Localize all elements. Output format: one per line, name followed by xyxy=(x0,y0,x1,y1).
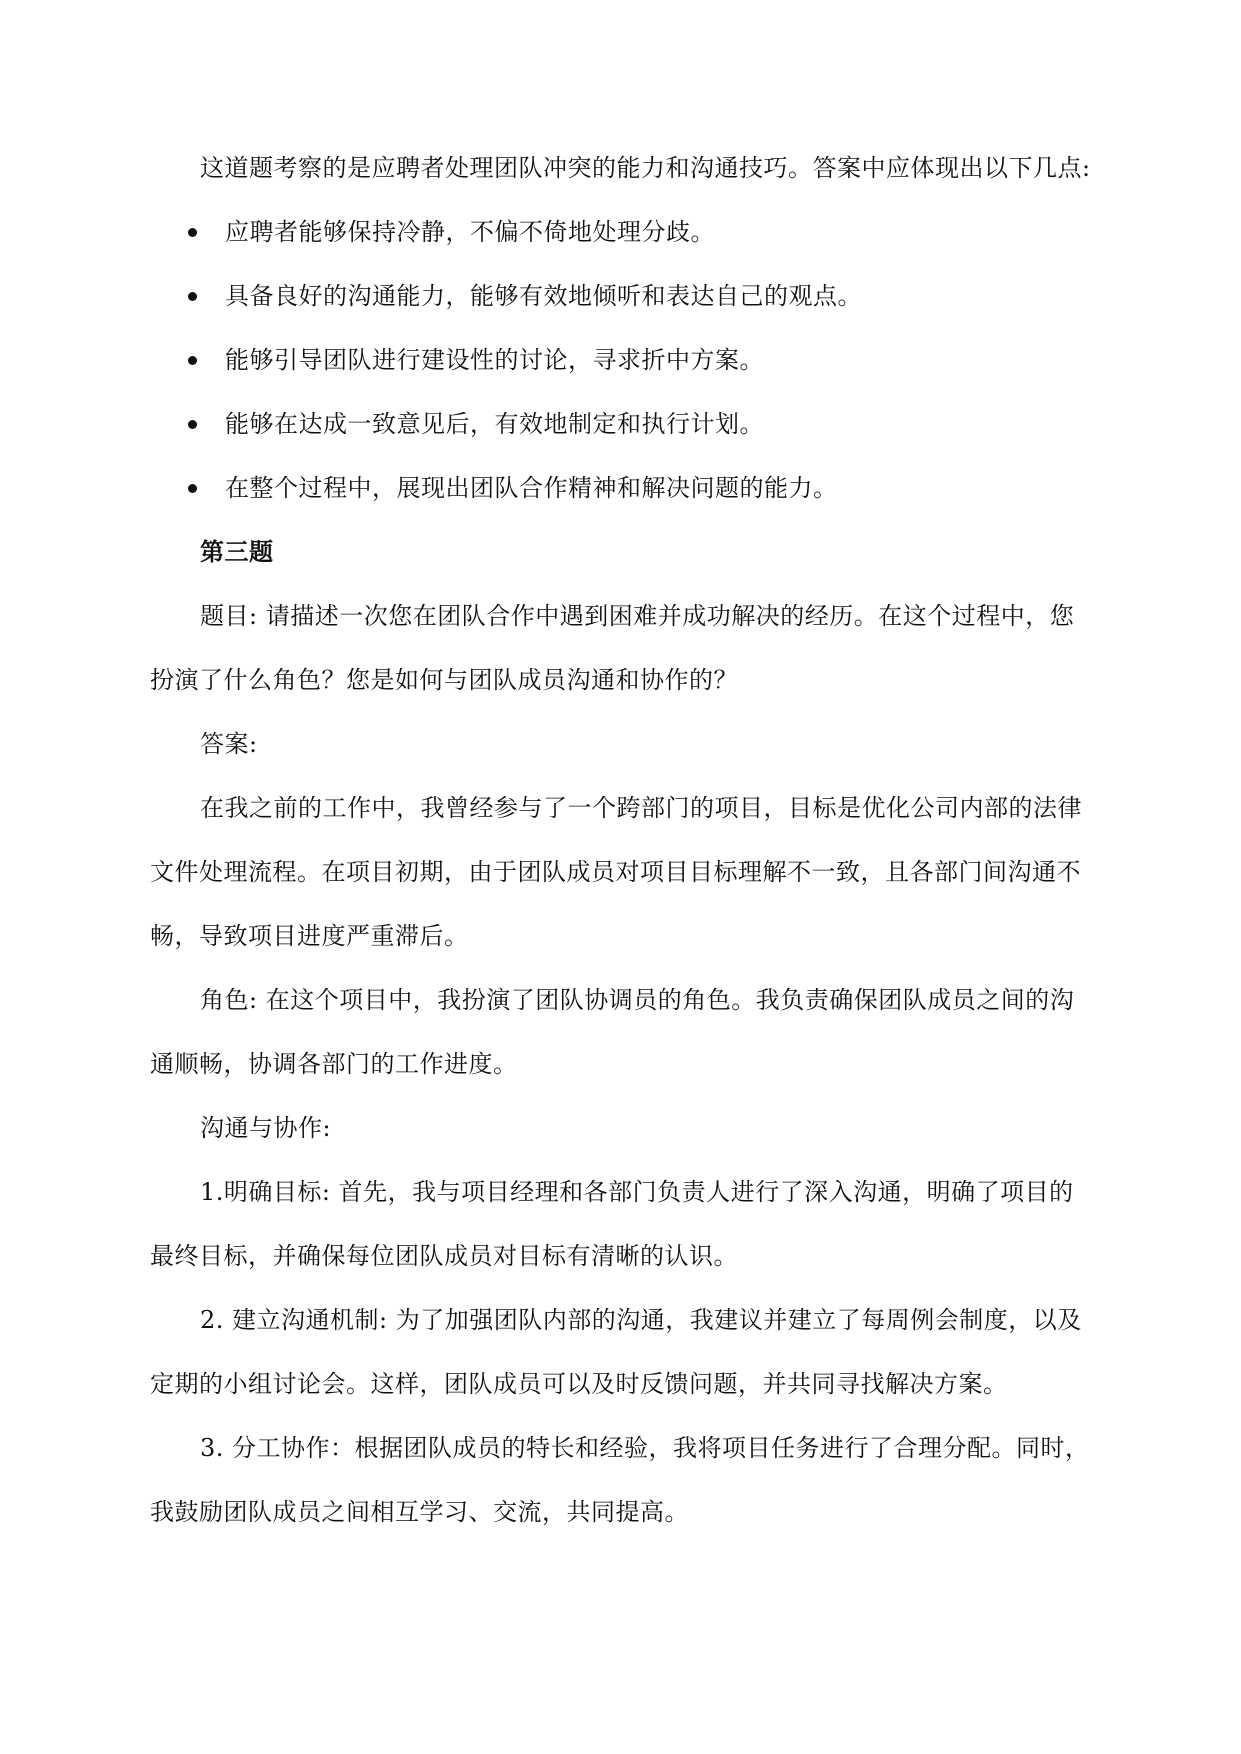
step-line: 我鼓励团队成员之间相互学习、交流，共同提高。 xyxy=(150,1498,689,1526)
answer-label: 答案: xyxy=(200,730,258,758)
step-line: 3. 分工协作：根据团队成员的特长和经验，我将项目任务进行了合理分配。同时， xyxy=(200,1434,1090,1462)
bullet-icon xyxy=(188,484,197,493)
step-line: 定期的小组讨论会。这样，团队成员可以及时反馈问题，并共同寻找解决方案。 xyxy=(150,1370,1008,1398)
list-item: 应聘者能够保持冷静，不偏不倚地处理分歧。 xyxy=(225,218,715,246)
step-line: 最终目标，并确保每位团队成员对目标有清晰的认识。 xyxy=(150,1242,738,1270)
bullet-icon xyxy=(188,420,197,429)
bullet-icon xyxy=(188,292,197,301)
list-item: 在整个过程中，展现出团队合作精神和解决问题的能力。 xyxy=(225,474,838,502)
paragraph-line: 在我之前的工作中，我曾经参与了一个跨部门的项目，目标是优化公司内部的法律 xyxy=(200,794,1082,822)
section-heading: 第三题 xyxy=(200,537,274,566)
step-line: 2. 建立沟通机制: 为了加强团队内部的沟通，我建议并建立了每周例会制度，以及 xyxy=(200,1306,1082,1334)
collaboration-label: 沟通与协作: xyxy=(200,1114,332,1142)
bullet-icon xyxy=(188,356,197,365)
step-line: 1.明确目标: 首先，我与项目经理和各部门负责人进行了深入沟通，明确了项目的 xyxy=(200,1178,1074,1206)
paragraph-line: 通顺畅，协调各部门的工作进度。 xyxy=(150,1050,518,1078)
paragraph-line: 文件处理流程。在项目初期，由于团队成员对项目目标理解不一致，且各部门间沟通不 xyxy=(150,858,1081,886)
list-item: 能够在达成一致意见后，有效地制定和执行计划。 xyxy=(225,410,764,438)
list-item: 具备良好的沟通能力，能够有效地倾听和表达自己的观点。 xyxy=(225,282,862,310)
paragraph-line: 角色: 在这个项目中，我扮演了团队协调员的角色。我负责确保团队成员之间的沟 xyxy=(200,986,1075,1014)
bullet-icon xyxy=(188,228,197,237)
list-item: 能够引导团队进行建设性的讨论，寻求折中方案。 xyxy=(225,346,764,374)
question-line: 扮演了什么角色？您是如何与团队成员沟通和协作的？ xyxy=(150,666,738,694)
question-line: 题目: 请描述一次您在团队合作中遇到困难并成功解决的经历。在这个过程中，您 xyxy=(200,602,1075,630)
paragraph-line: 畅，导致项目进度严重滞后。 xyxy=(150,922,469,950)
intro-paragraph: 这道题考察的是应聘者处理团队冲突的能力和沟通技巧。答案中应体现出以下几点: xyxy=(200,154,1091,182)
